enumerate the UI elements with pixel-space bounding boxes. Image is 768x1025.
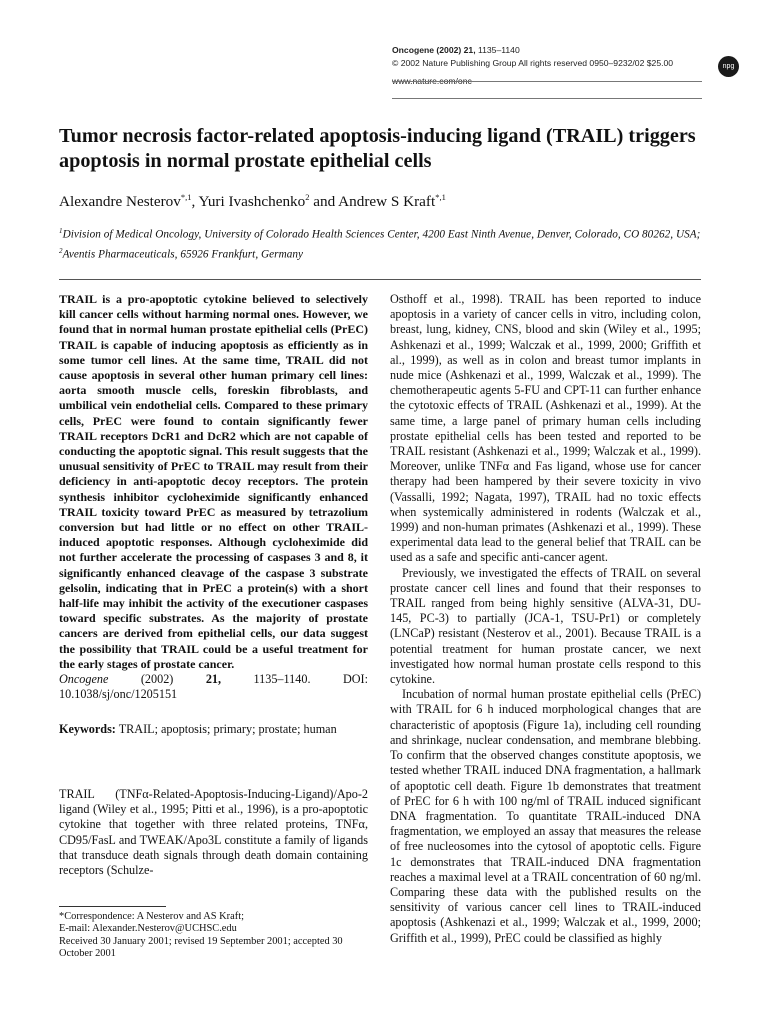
email[interactable]: E-mail: Alexander.Nesterov@UCHSC.edu [59,923,237,935]
affiliations: $^1$Division of Medical Oncology, University of Colorado Health Sciences Center, 4200 East Ninth Avenue, Denver, Colorado, CO 80262, USA; $^2$Aventis Pharmaceuticals, 65926 Frankfurt, Germany [59,227,701,261]
received-dates: Received 30 January 2001; revised 19 September 2001; accepted 30 October 2001 [59,935,343,959]
npg-logo-icon: npg [718,56,739,77]
keywords: Keywords: TRAIL; apoptosis; primary; prostate; human [59,722,337,737]
section-divider [59,279,701,280]
body-paragraph: Osthoff et al., 1998). TRAIL has been reported to induce apoptosis in a variety of cancer cells in vitro, including colon, breast, lung, kidney, CNS, blood and skin (Wiley et al., 1995; Ashkenazi et al., 1999; Walczak et al., 1999, 2000; Griffith et al., 1999), as well as in colon and breast tumor implants in nude mice (Ashkenazi et al., 1999, Walczak et al., 1999). The chemotherapeutic agents 5-FU and CPT-11 can further enhance the cytotoxic effects of TRAIL (Ashkenazi et al., 1999). At the same time, a large panel of primary human cells including prostate epithelial cells has been tested and reported to be TRAIL resistant (Ashkenazi et al., 1999; Walczak et al., 1999). Moreover, unlike TNFα and Fas ligand, whose use for cancer therapy had been hampered by their severe toxicity in vivo (Vassalli, 1992; Nagata, 1997), TRAIL had no toxic effects when systemically administered in rodents (Walczak et al., 1999) and non-human primates (Ashkenazi et al., 1999). These experimental data lead to the general belief that TRAIL can be used as a safe and specific anti-cancer agent. [390,292,701,565]
body-paragraph: Incubation of normal human prostate epithelial cells (PrEC) with TRAIL for 6 h induced morphological changes that are characteristic of apoptosis (Figure 1a), including cell rounding and shrinkage, nuclear condensation, and membrane blebbing. To confirm that the observed changes constitute apoptosis, we tested whether TRAIL induced DNA fragmentation, a hallmark of apoptotic cell death. Figure 1b demonstrates that treatment of PrEC for 6 h with 100 ng/ml of TRAIL induced significant DNA fragmentation. To quantitate TRAIL-induced DNA fragmentation, we employed an assay that measures the release of free nucleosomes into the cytosol of apoptotic cells. Figure 1c demonstrates that TRAIL-induced DNA fragmentation reaches a maximal level at a TRAIL concentration of 60 ng/ml. Comparing these data with the published results on the sensitivity of various cancer cell lines to TRAIL-induced apoptosis (Ashkenazi et al., 1999; Walczak et al., 1999, 2000; Griffith et al., 1999), PrEC could be classified as highly [390,687,701,945]
author-name: and Andrew S Kraft [309,193,436,211]
author-name: Alexandre Nesterov [59,193,181,211]
introduction-paragraph: TRAIL (TNFα-Related-Apoptosis-Inducing-Ligand)/Apo-2 ligand (Wiley et al., 1995; Pitti et al., 1996), is a pro-apoptotic cytokine that together with three related proteins, TNFα, CD95/FasL and TWEAK/Apo3L constitute a family of ligands that transduce death signals through death domain containing receptors (Schulze- [59,787,368,878]
journal-citation: Oncogene (2002) 21, 1135–1140 [392,45,520,55]
abstract: TRAIL is a pro-apoptotic cytokine believed to selectively kill cancer cells without harming normal ones. However, we found that in normal human prostate epithelial cells (PrEC) TRAIL is capable of inducing apoptosis as efficiently as in some tumor cell lines. At the same time, TRAIL did not cause apoptosis in several other human primary cell lines: aorta smooth muscle cells, foreskin fibroblasts, and umbilical vein endothelial cells. Compared to these primary cells, PrEC were found to contain significantly fewer TRAIL receptors DcR1 and DcR2 which are not capable of conducting the apoptotic signal. This result suggests that the unusual sensitivity of PrEC to TRAIL may result from their deficiency in anti-apoptotic decoy receptors. The protein synthesis inhibitor cycloheximide significantly enhanced TRAIL toxicity toward PrEC as measured by tetrazolium conversion but had little or no effect on other TRAIL-induced apoptotic responses. Although cycloheximide did not further accelerate the processing of caspases 3 and 8, it significantly enhanced cleavage of the caspase 3 substrate gelsolin, indicating that in PrEC a protein(s) with a short half-life may inhibit the activity of the executioner caspases toward specific substrates. As the majority of prostate cancers are derived from epithelial cells, our data suggest the possibility that TRAIL could be a useful treatment for the early stages of prostate cancer. [59,292,368,671]
article-title: Tumor necrosis factor-related apoptosis-inducing ligand (TRAIL) triggers apoptosis in normal prostate epithelial cells [59,125,696,172]
author-name: , Yuri Ivashchenko [191,193,306,211]
author-list: Alexandre Nesterov$^{*,1}$, Yuri Ivashchenko$^2$ and Andrew S Kraft$^{*,1}$ [59,192,446,211]
citation: Oncogene (2002) 21, 1135–1140. DOI: 10.1038/sj/onc/1205151 [59,672,368,702]
left-column [59,292,368,738]
journal-url[interactable]: www.nature.com/onc [392,76,472,86]
right-column [390,292,701,946]
body-paragraph: Previously, we investigated the effects of TRAIL on several prostate cancer cell lines and found that their responses to TRAIL ranged from being highly sensitive (ALVA-31, DU-145, PC-3) to partially (JCA-1, TSU-Pr1) or completely (LNCaP) resistant (Nesterov et al., 2001). Because TRAIL is a potential treatment for human prostate cancer, we next investigated how normal human prostate cells respond to this cytokine. [390,565,701,687]
footnote-rule [59,906,166,907]
correspondence: *Correspondence: A Nesterov and AS Kraft; [59,911,244,922]
header-rule [392,81,702,82]
header-rule-lower [392,98,702,99]
footnote [59,911,369,960]
copyright-line: © 2002 Nature Publishing Group All rights reserved 0950–9232/02 $25.00 [392,57,674,68]
